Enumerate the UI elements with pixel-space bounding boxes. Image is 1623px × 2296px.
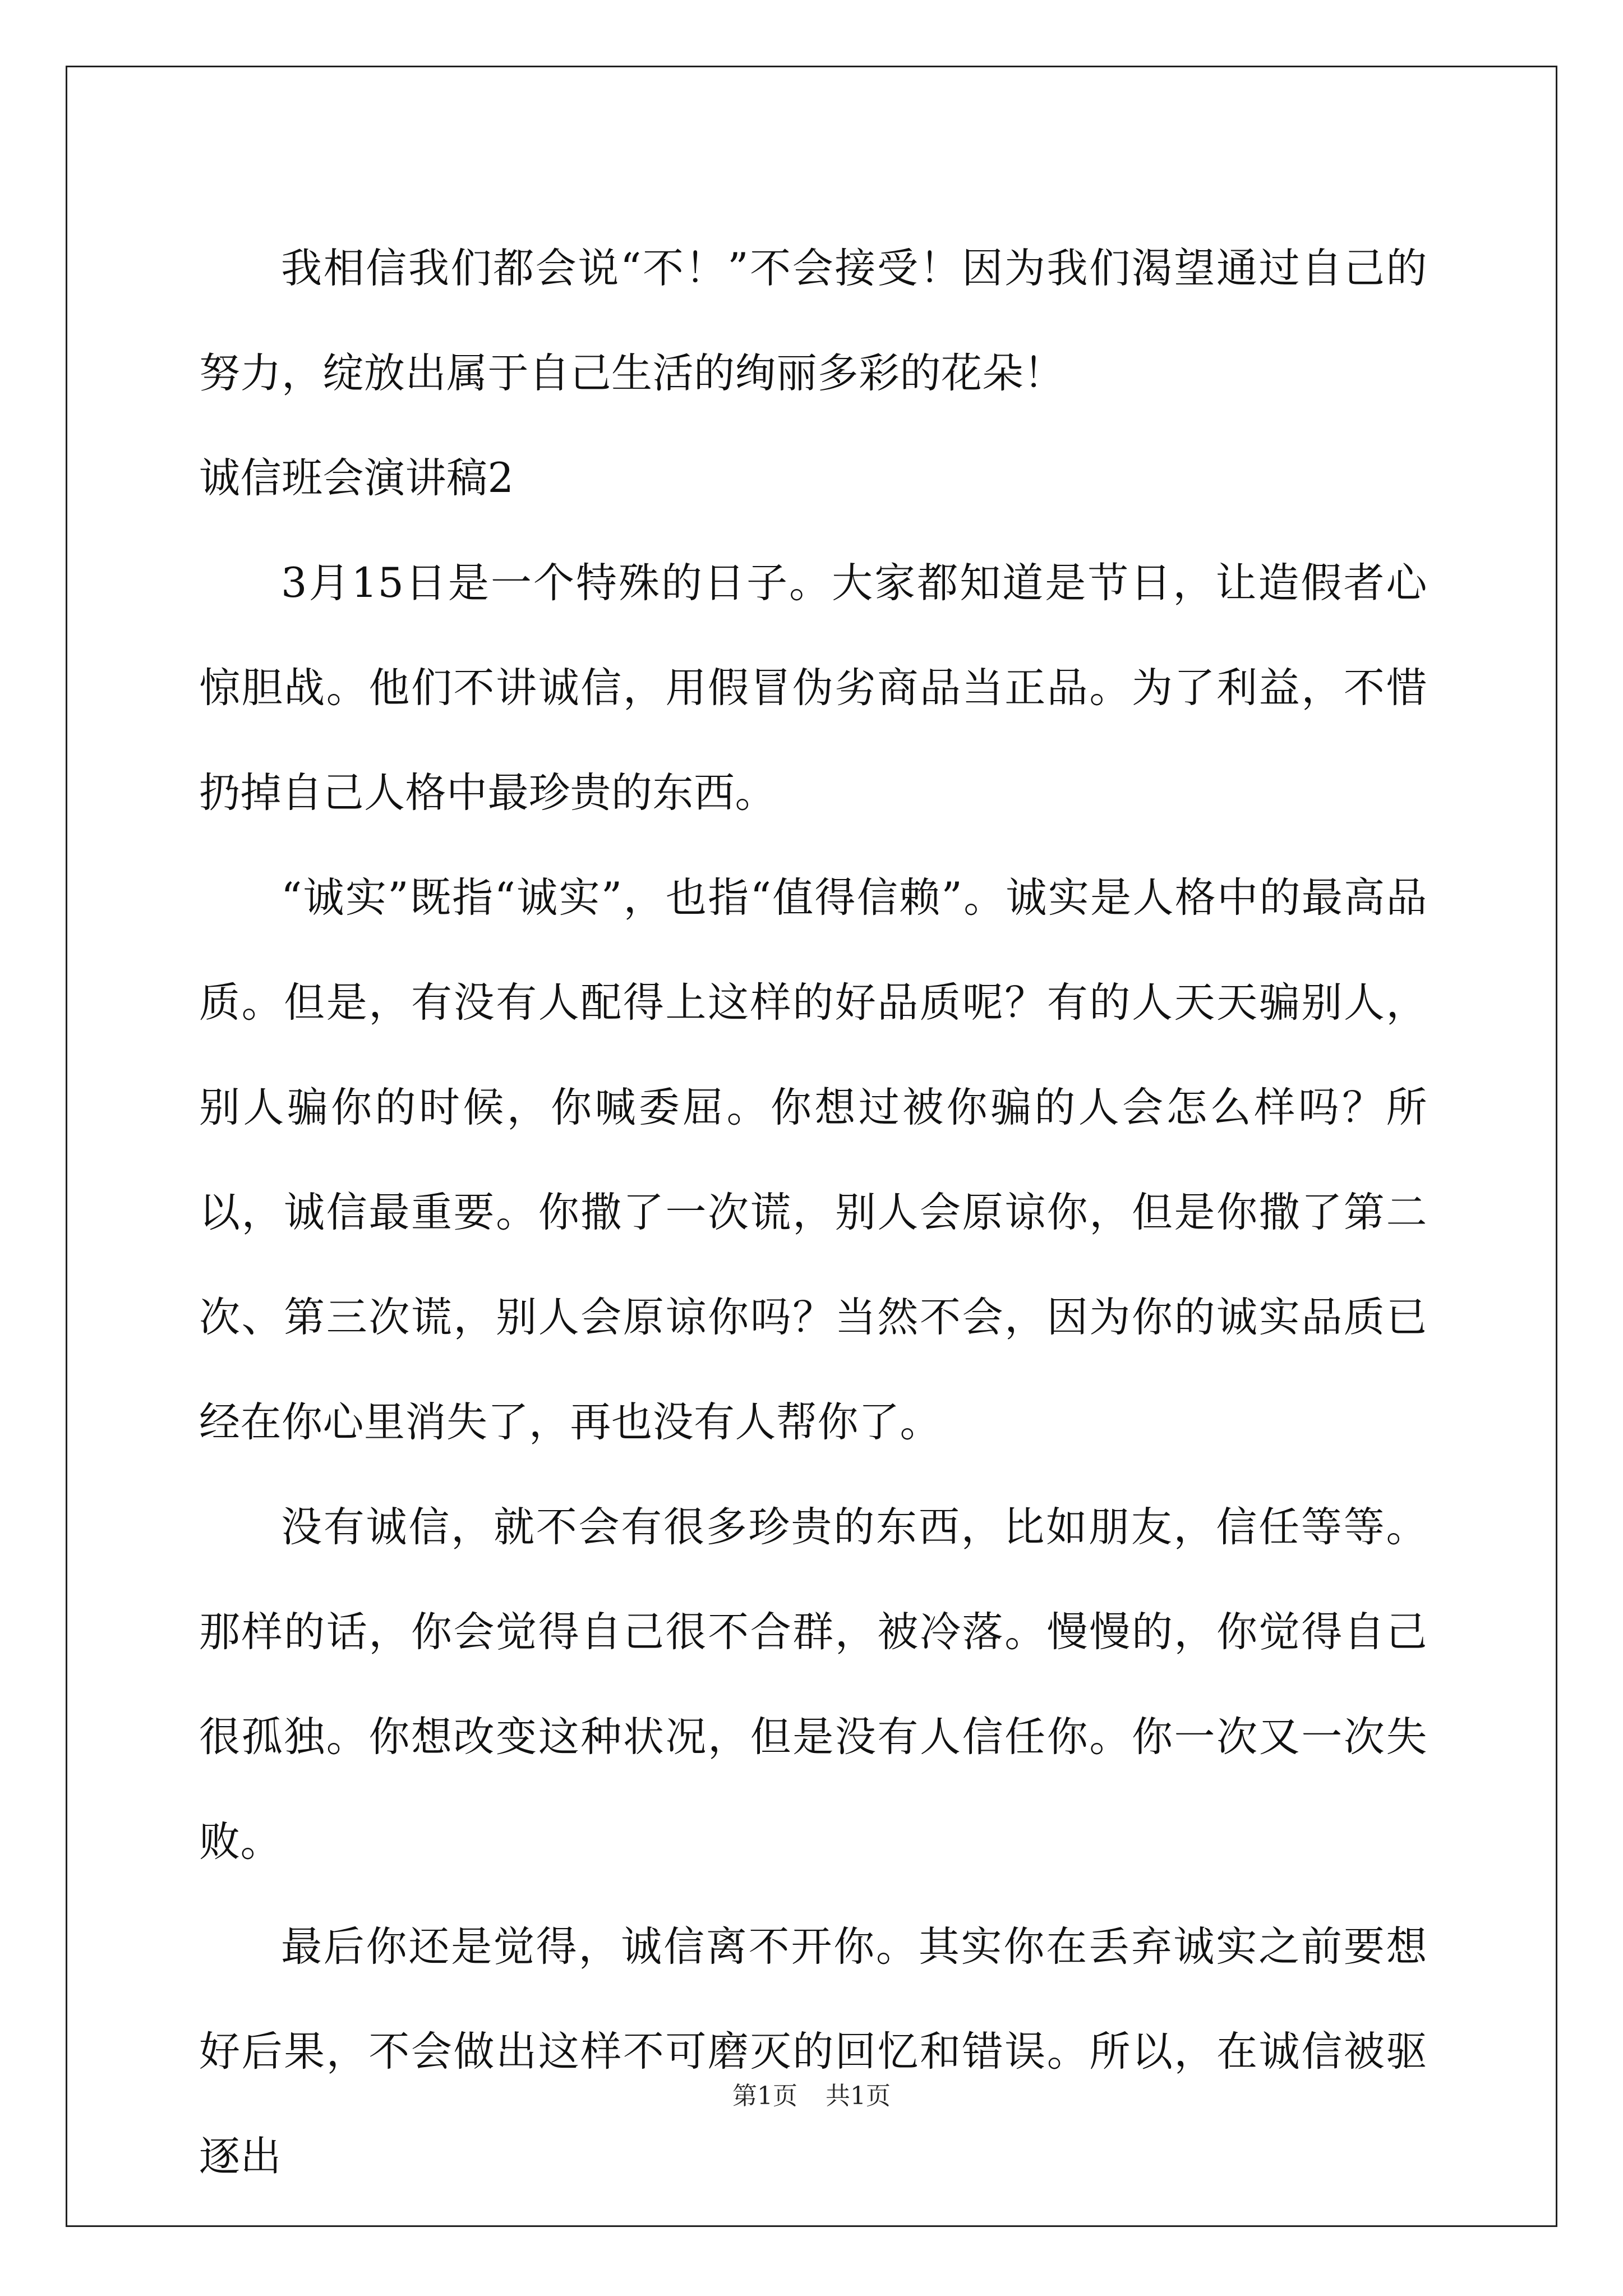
total-pages-label: 共1页 — [826, 2082, 891, 2110]
paragraph-4: 没有诚信，就不会有很多珍贵的东西，比如朋友，信任等等。那样的话，你会觉得自己很不合群，被冷落。慢慢的，你觉得自己很孤独。你想改变这种状况，但是没有人信任你。你一次又一次失败。 — [199, 1503, 1427, 1866]
page-footer — [0, 2076, 1623, 2111]
paragraph-1: 我相信我们都会说“不！”不会接受！因为我们渴望通过自己的努力，绽放出属于自己生活的绚丽多彩的花朵！ — [199, 245, 1427, 397]
current-page-label: 第1页 — [732, 2082, 797, 2110]
document-body — [199, 216, 1427, 2209]
paragraph-3: “诚实”既指“诚实”，也指“值得信赖”。诚实是人格中的最高品质。但是，有没有人配得上这样的好品质呢？有的人天天骗别人，别人骗你的时候，你喊委屈。你想过被你骗的人会怎么样吗？所以，诚信最重要。你撒了一次谎，别人会原谅你，但是你撒了第二次、第三次谎，别人会原谅你吗？当然不会，因为你的诚实品质已经在你心里消失了，再也没有人帮你了。 — [199, 874, 1427, 1446]
section-heading: 诚信班会演讲稿2 — [199, 454, 514, 502]
paragraph-5: 最后你还是觉得，诚信离不开你。其实你在丢弃诚实之前要想好后果，不会做出这样不可磨灭的回忆和错误。所以，在诚信被驱逐出 — [199, 1923, 1427, 2180]
paragraph-2: 3月15日是一个特殊的日子。大家都知道是节日，让造假者心惊胆战。他们不讲诚信，用假冒伪劣商品当正品。为了利益，不惜扔掉自己人格中最珍贵的东西。 — [199, 559, 1427, 817]
